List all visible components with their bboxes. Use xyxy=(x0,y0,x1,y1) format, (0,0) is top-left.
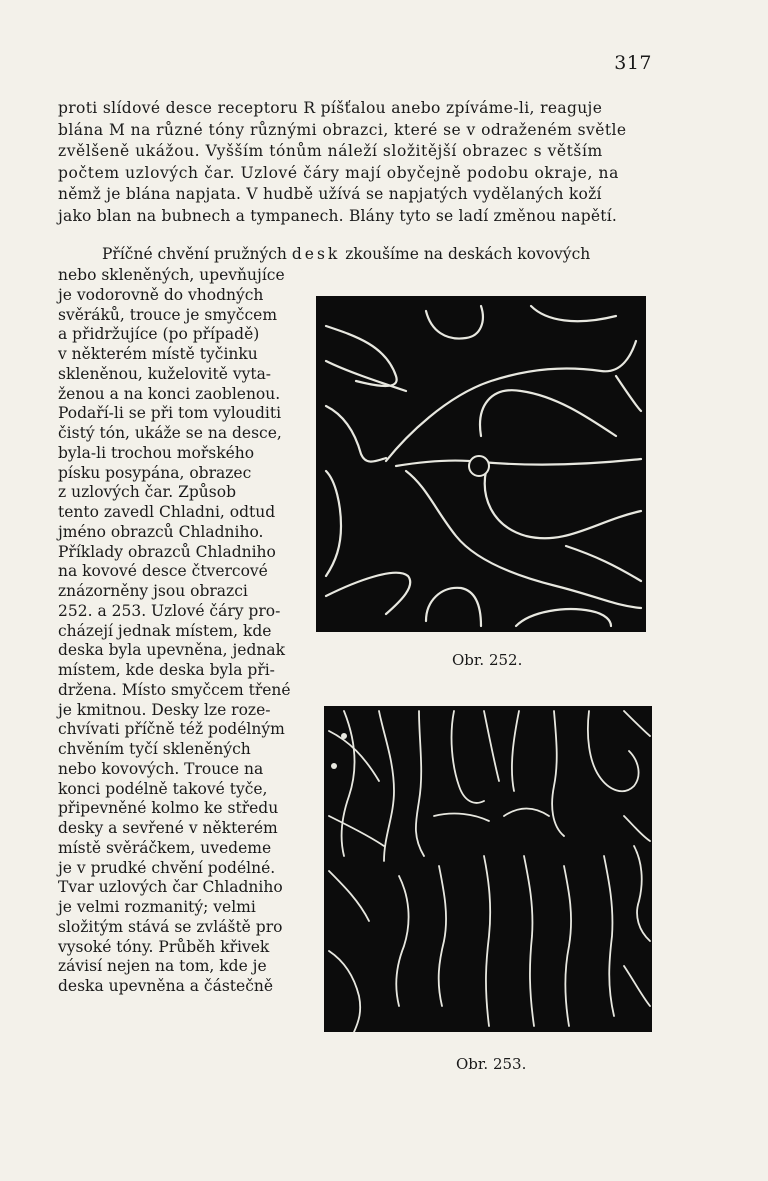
nodal-line xyxy=(552,711,564,836)
clamp-point xyxy=(469,456,489,476)
text-line: konci podélně takové tyče, xyxy=(58,779,268,798)
text-line: zvělšeně ukážou. Vyšším tónům náleží složitější obrazec s větším xyxy=(58,142,603,161)
text-line: blána M na různé tóny různými obrazci, které se v odraženém světle xyxy=(58,120,627,139)
caption-253: Obr. 253. xyxy=(456,1055,527,1073)
text-line: nebo skleněných, upevňujíce xyxy=(58,266,285,284)
text-line: nebo kovových. Trouce na xyxy=(58,759,264,778)
nodal-line xyxy=(406,471,641,608)
nodal-line xyxy=(604,856,614,1016)
nodal-line xyxy=(624,966,650,1006)
text-line: je vodorovně do vhodných xyxy=(58,285,264,304)
text-line: desky a sevřené v některém xyxy=(58,819,278,837)
nodal-line xyxy=(434,814,489,821)
text-line: znázorněny jsou obrazci xyxy=(58,582,248,600)
text-line: z uzlových čar. Způsob xyxy=(58,483,237,502)
text-line: proti slídové desce receptoru R píšťalou anebo zpíváme-li, reaguje xyxy=(58,99,603,117)
nodal-line xyxy=(485,471,641,538)
text-line: je v prudké chvění podélné. xyxy=(58,858,276,877)
text-line: čistý tón, ukáže se na desce, xyxy=(58,424,282,442)
caption-252: Obr. 252. xyxy=(452,651,523,669)
text-line: chvěním tyčí skleněných xyxy=(58,740,251,758)
text-line: Příklady obrazců Chladniho xyxy=(58,542,276,561)
text-line: připevněné kolmo ke středu xyxy=(58,799,279,818)
text-line: místě svěráčkem, uvedeme xyxy=(58,838,272,857)
page-number: 317 xyxy=(614,52,652,74)
text-line: počtem uzlových čar. Uzlové čáry mají obyčejně podobu okraje, na xyxy=(58,163,619,182)
nodal-line xyxy=(396,876,408,1006)
text-line: svěráků, trouce je smyčcem xyxy=(58,305,278,324)
nodal-line xyxy=(516,609,611,626)
nodal-line xyxy=(566,546,641,581)
text-line: byla-li trochou mořského xyxy=(58,443,255,462)
figure-253 xyxy=(324,706,652,1032)
text-line: ženou a na konci zaoblenou. xyxy=(58,384,281,403)
chladni-figure-252 xyxy=(316,296,646,632)
figure-252 xyxy=(316,296,646,632)
nodal-line xyxy=(326,406,386,462)
clamp-point xyxy=(341,733,347,739)
nodal-line xyxy=(326,361,406,391)
nodal-line xyxy=(512,711,519,791)
nodal-line xyxy=(452,711,484,803)
nodal-line xyxy=(326,326,397,386)
text-line: Podaří-li se při tom vylouditi xyxy=(58,404,282,423)
nodal-line xyxy=(329,951,360,1032)
text-line: na kovové desce čtvercové xyxy=(58,562,268,581)
text-line: skleněnou, kuželovitě vyta- xyxy=(58,364,272,383)
nodal-line xyxy=(416,711,424,856)
column-text xyxy=(58,266,308,997)
nodal-line xyxy=(379,711,394,861)
nodal-line xyxy=(524,856,534,1026)
nodal-line xyxy=(616,376,641,411)
text-segment: Příčné chvění pružných xyxy=(102,245,287,263)
paragraph-2-first-line xyxy=(58,244,680,265)
text-line: vysoké tóny. Průběh křivek xyxy=(58,937,270,956)
nodal-line xyxy=(564,866,571,1026)
nodal-line xyxy=(326,573,410,614)
text-line: písku posypána, obrazec xyxy=(58,463,252,482)
nodal-line xyxy=(624,711,650,736)
text-segment: zkoušíme na deskách kovových xyxy=(345,245,591,263)
spaced-term: desk xyxy=(291,245,341,263)
text-line: tento zavedl Chladni, odtud xyxy=(58,503,276,521)
nodal-line xyxy=(326,471,341,576)
nodal-line xyxy=(396,459,641,466)
text-line: je velmi rozmanitý; velmi xyxy=(58,898,256,916)
text-line: cházejí jednak místem, kde xyxy=(58,621,272,640)
text-line: 252. a 253. Uzlové čáry pro- xyxy=(58,601,281,620)
nodal-line xyxy=(480,390,616,436)
nodal-line xyxy=(634,846,650,941)
paragraph-1 xyxy=(58,98,680,228)
text-line: závisí nejen na tom, kde je xyxy=(58,957,267,976)
text-line: v některém místě tyčinku xyxy=(58,345,258,363)
nodal-line xyxy=(484,856,490,1026)
chladni-figure-253 xyxy=(324,706,652,1032)
nodal-line xyxy=(386,341,636,461)
nodal-line xyxy=(329,816,384,846)
nodal-line xyxy=(439,866,446,1006)
text-line: a přidržujíce (po případě) xyxy=(58,325,260,344)
text-line: místem, kde deska byla při- xyxy=(58,661,275,679)
text-line: chvívati příčně též podélným xyxy=(58,720,285,739)
nodal-line xyxy=(426,588,481,626)
nodal-line xyxy=(484,711,499,781)
text-line: jméno obrazců Chladniho. xyxy=(58,522,264,541)
text-line: je kmitnou. Desky lze roze- xyxy=(58,700,271,719)
nodal-line xyxy=(531,306,616,321)
text-line: němž je blána napjata. V hudbě užívá se napjatých vydělaných koží xyxy=(58,185,602,204)
text-line: deska upevněna a částečně xyxy=(58,977,274,995)
nodal-line xyxy=(504,809,549,817)
text-line: jako blan na bubnech a tympanech. Blány tyto se ladí změnou napětí. xyxy=(58,206,618,225)
text-line: složitým stává se zvláště pro xyxy=(58,917,283,936)
nodal-line xyxy=(342,711,355,856)
nodal-line xyxy=(624,816,650,841)
nodal-line xyxy=(426,306,483,339)
nodal-line xyxy=(329,871,369,921)
text-line: Tvar uzlových čar Chladniho xyxy=(58,878,283,897)
text-line: deska byla upevněna, jednak xyxy=(58,641,285,660)
text-line: držena. Místo smyčcem třené xyxy=(58,680,291,699)
nodal-line xyxy=(588,711,639,791)
clamp-point xyxy=(331,763,337,769)
